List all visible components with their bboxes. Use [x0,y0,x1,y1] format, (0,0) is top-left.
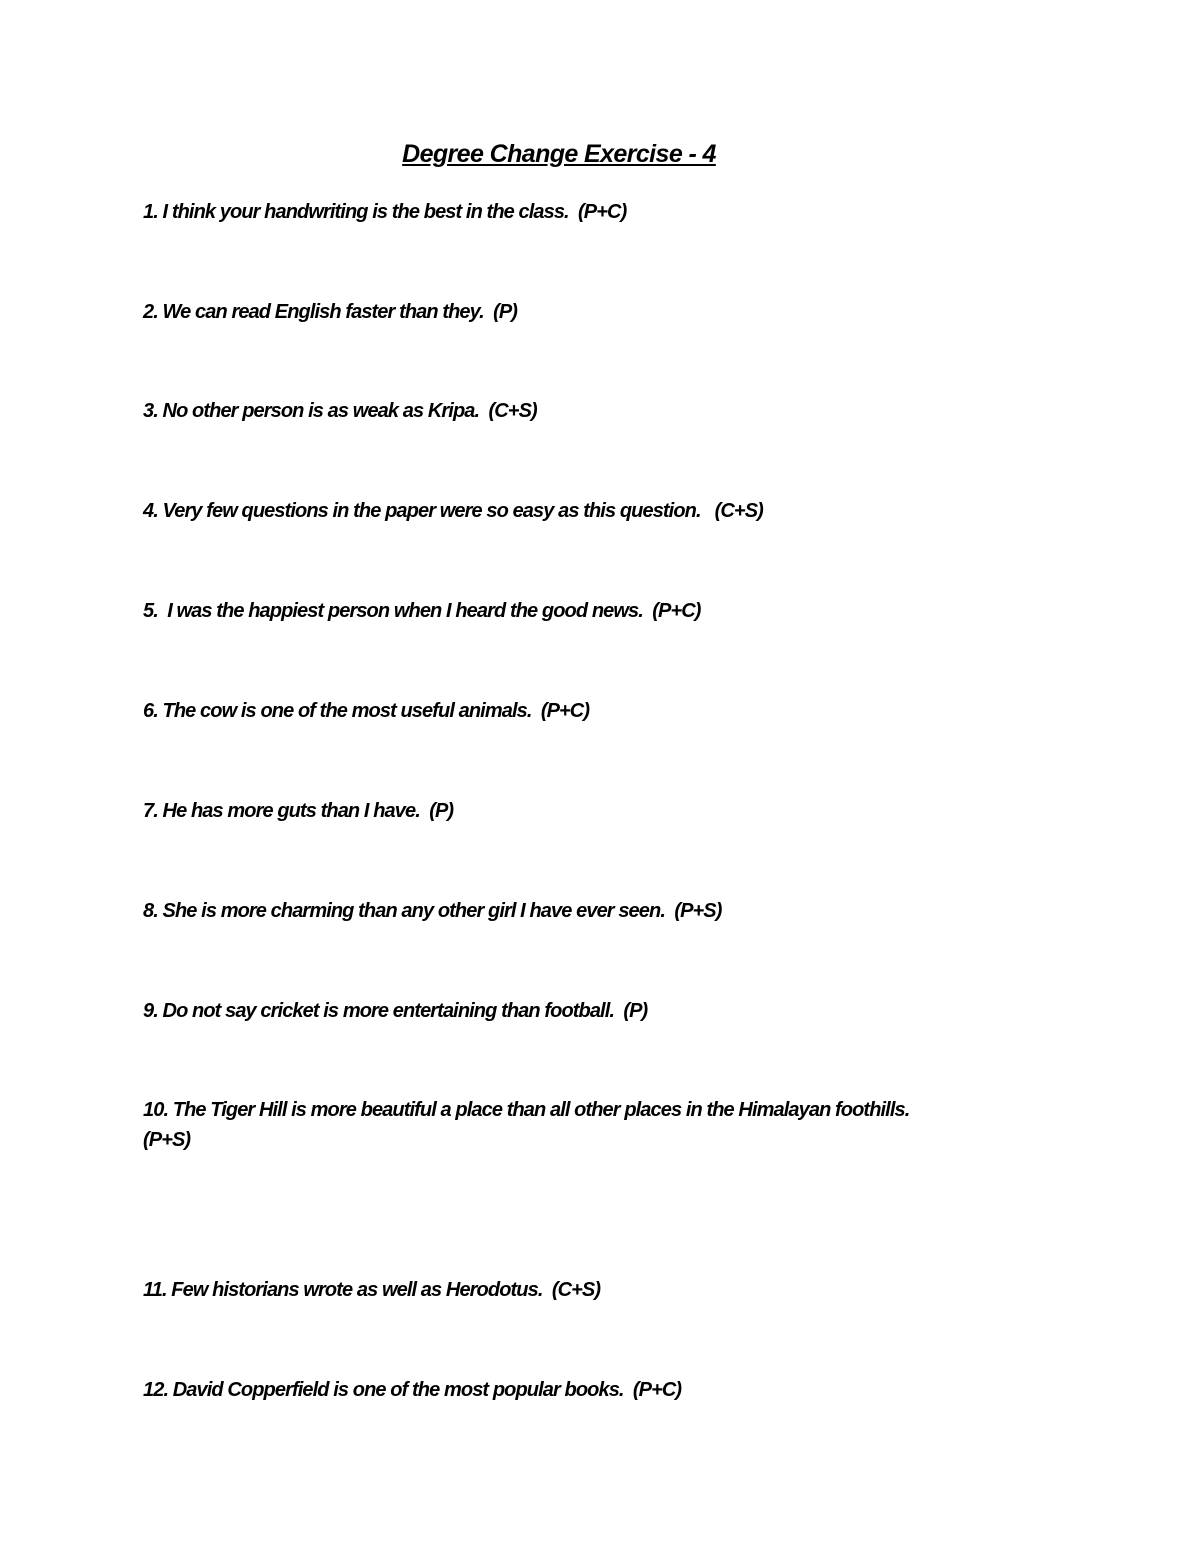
item-tag: (P) [623,1000,648,1022]
item-text: 3. No other person is as weak as Kripa. [143,400,480,422]
exercise-item-3 [143,396,1043,426]
exercise-item-1 [143,197,1043,227]
item-text: 5. I was the happiest person when I heard the good news. [143,600,643,622]
item-text: 12. David Copperfield is one of the most popular books. [143,1379,624,1401]
item-text: 10. The Tiger Hill is more beautiful a place than all other places in the Himalayan foothills. [143,1099,910,1121]
exercise-item-2 [143,297,1043,327]
item-text: 11. Few historians wrote as well as Herodotus. [143,1279,543,1301]
item-tag: (P) [429,800,454,822]
item-text: 7. He has more guts than I have. [143,800,420,822]
item-tag: (P+C) [578,201,627,223]
exercise-item-11 [143,1275,1043,1305]
exercise-item-12 [143,1375,1043,1405]
item-tag: (P+S) [674,900,722,922]
item-text: 4. Very few questions in the paper were so easy as this question. [143,500,701,522]
exercise-item-10 [143,1095,1043,1155]
item-tag: (P+C) [540,700,590,722]
exercise-item-6 [143,696,1043,726]
exercise-item-9 [143,996,1043,1026]
item-tag: (C+S) [551,1279,601,1301]
exercise-item-8 [143,896,1043,926]
exercise-item-5 [143,596,1043,626]
item-tag: (P+C) [652,600,701,622]
exercise-item-4 [143,496,1043,526]
item-tag: (C+S) [488,400,537,422]
item-text: 1. I think your handwriting is the best in the class. [143,201,569,223]
item-tag: (P) [493,301,518,323]
item-text: 2. We can read English faster than they. [143,301,484,323]
item-tag: (P+S) [143,1129,191,1151]
item-tag: (C+S) [714,500,763,522]
item-tag: (P+C) [632,1379,682,1401]
item-text: 8. She is more charming than any other girl I have ever seen. [143,900,665,922]
page-title: Degree Change Exercise - 4 [402,140,716,168]
exercise-item-7 [143,796,1043,826]
item-text: 9. Do not say cricket is more entertaining than football. [143,1000,615,1022]
item-text: 6. The cow is one of the most useful animals. [143,700,532,722]
